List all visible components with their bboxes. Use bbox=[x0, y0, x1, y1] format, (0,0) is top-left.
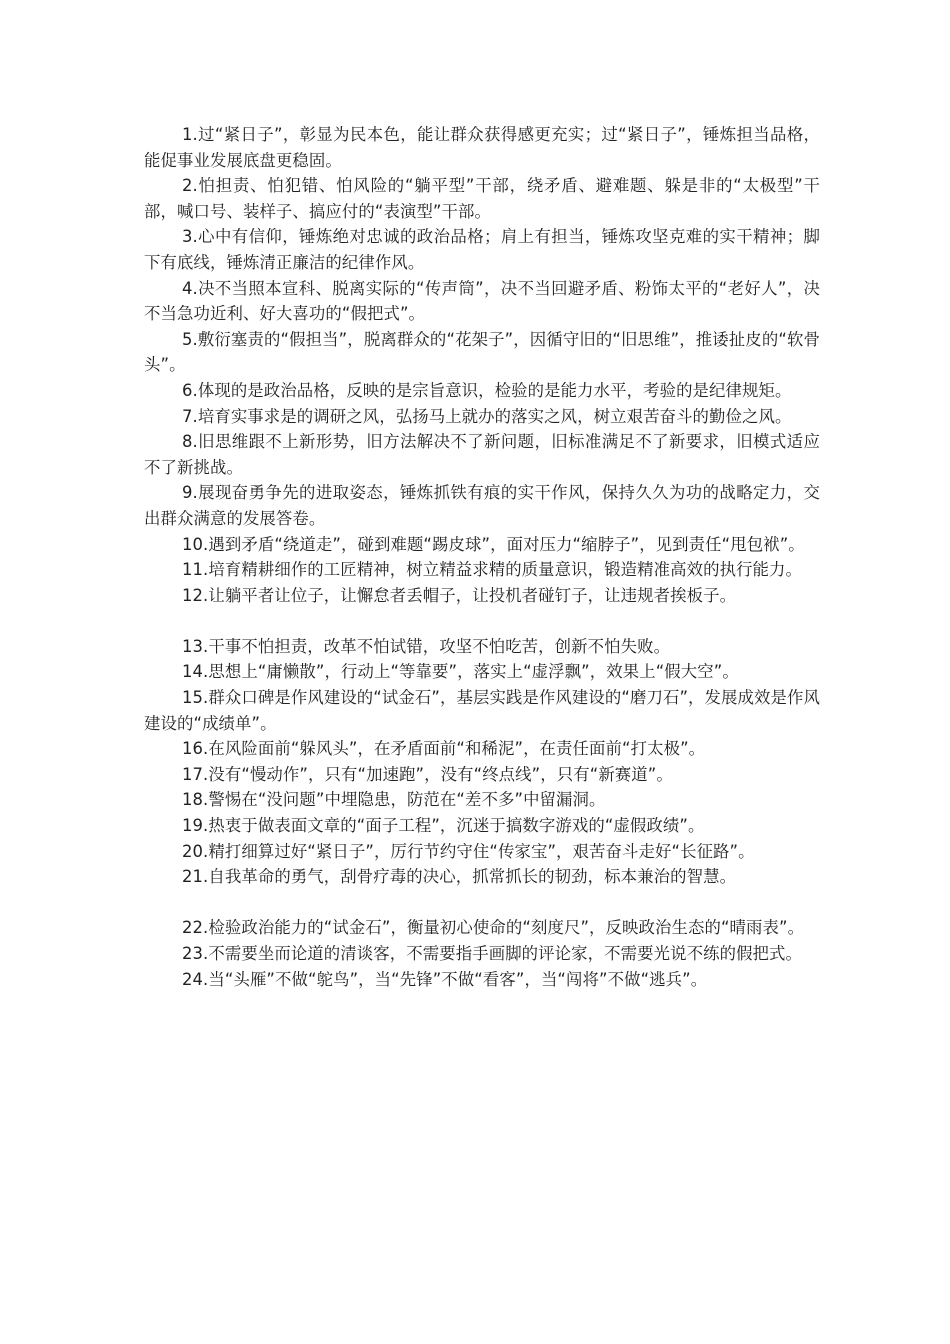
paragraph-18: 18.警惕在“没问题”中埋隐患，防范在“差不多”中留漏洞。 bbox=[182, 790, 606, 810]
paragraph-9: 9.展现奋勇争先的进取姿态，锤炼抓铁有痕的实干作风，保持久久为功的战略定力，交出群众满意的发展答卷。 bbox=[144, 483, 820, 528]
paragraph-19: 19.热衷于做表面文章的“面子工程”，沉迷于搞数字游戏的“虚假政绩”。 bbox=[182, 816, 705, 836]
paragraph-1: 1.过“紧日子”，彰显为民本色，能让群众获得感更充实；过“紧日子”，锤炼担当品格，能促事业发展底盘更稳固。 bbox=[144, 125, 820, 170]
paragraph-12: 12.让躺平者让位子，让懈怠者丢帽子，让投机者碰钉子，让违规者挨板子。 bbox=[182, 585, 737, 605]
paragraph-10: 10.遇到矛盾“绕道走”，碰到难题“踢皮球”，面对压力“缩脖子”，见到责任“甩包袱”。 bbox=[182, 534, 805, 554]
paragraph-13: 13.干事不怕担责，改革不怕试错，攻坚不怕吃苦，创新不怕失败。 bbox=[182, 636, 671, 656]
paragraph-14: 14.思想上“庸懒散”，行动上“等靠要”，落实上“虚浮飘”，效果上“假大空”。 bbox=[182, 662, 739, 682]
paragraph-11: 11.培育精耕细作的工匠精神，树立精益求精的质量意识，锻造精准高效的执行能力。 bbox=[182, 560, 803, 580]
paragraph-22: 22.检验政治能力的“试金石”，衡量初心使命的“刻度尺”，反映政治生态的“晴雨表”。 bbox=[182, 918, 805, 938]
paragraph-6: 6.体现的是政治品格，反映的是宗旨意识，检验的是能力水平，考验的是纪律规矩。 bbox=[182, 380, 792, 400]
paragraph-3: 3.心中有信仰，锤炼绝对忠诚的政治品格；肩上有担当，锤炼攻坚克难的实干精神；脚下有底线，锤炼清正廉洁的纪律作风。 bbox=[144, 227, 820, 272]
paragraph-16: 16.在风险面前“躲风头”，在矛盾面前“和稀泥”，在责任面前“打太极”。 bbox=[182, 739, 706, 759]
paragraph-15: 15.群众口碑是作风建设的“试金石”，基层实践是作风建设的“磨刀石”，发展成效是作风建设的“成绩单”。 bbox=[144, 688, 820, 733]
paragraph-23: 23.不需要坐而论道的清谈客，不需要指手画脚的评论家，不需要光说不练的假把式。 bbox=[182, 944, 803, 963]
paragraph-5: 5.敷衍塞责的“假担当”，脱离群众的“花架子”，因循守旧的“旧思维”，推诿扯皮的“软骨头”。 bbox=[144, 329, 820, 375]
paragraph-24: 24.当“头雁”不做“鸵鸟”，当“先锋”不做“看客”，当“闯将”不做“逃兵”。 bbox=[182, 969, 708, 989]
paragraph-20: 20.精打细算过好“紧日子”，厉行节约守住“传家宝”，艰苦奋斗走好“长征路”。 bbox=[182, 841, 755, 861]
paragraph-4: 4.决不当照本宣科、脱离实际的“传声筒”，决不当回避矛盾、粉饰太平的“老好人”，决不当急功近利、好大喜功的“假把式”。 bbox=[144, 278, 820, 324]
paragraph-7: 7.培育实事求是的调研之风，弘扬马上就办的落实之风，树立艰苦奋斗的勤俭之风。 bbox=[182, 406, 792, 426]
document-body bbox=[144, 122, 820, 992]
paragraph-21: 21.自我革命的勇气，刮骨疗毒的决心，抓常抓长的韧劲，标本兼治的智慧。 bbox=[182, 867, 737, 887]
paragraph-2: 2.怕担责、怕犯错、怕风险的“躺平型”干部，绕矛盾、避难题、躲是非的“太极型”干部，喊口号、装样子、搞应付的“表演型”干部。 bbox=[144, 176, 820, 221]
paragraph-17: 17.没有“慢动作”，只有“加速跑”，没有“终点线”，只有“新赛道”。 bbox=[182, 764, 673, 784]
paragraph-8: 8.旧思维跟不上新形势，旧方法解决不了新问题，旧标准满足不了新要求，旧模式适应不了新挑战。 bbox=[144, 432, 820, 477]
